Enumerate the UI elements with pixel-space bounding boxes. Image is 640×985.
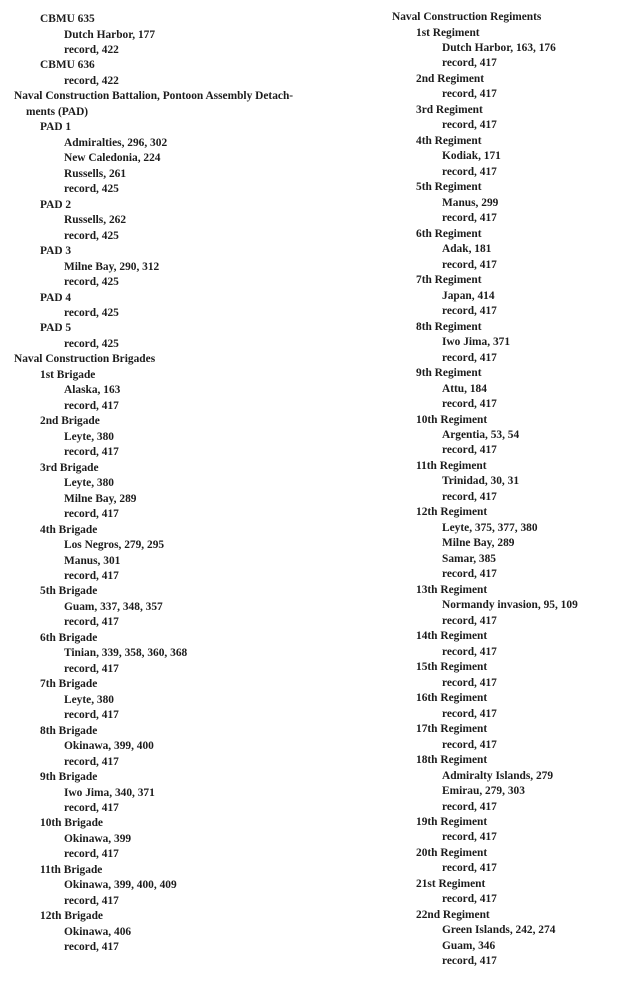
index-entry: 11th Brigade — [40, 863, 103, 876]
index-entry: 3rd Brigade — [40, 461, 99, 474]
index-entry: 6th Brigade — [40, 631, 98, 644]
index-subentry: Okinawa, 399, 400 — [64, 740, 154, 753]
index-subentry: record, 417 — [442, 831, 497, 844]
index-subentry: Leyte, 380 — [64, 693, 114, 706]
index-subentry: record, 422 — [64, 43, 119, 56]
index-entry: 5th Brigade — [40, 585, 98, 598]
index-subentry: Alaska, 163 — [64, 384, 121, 397]
index-subentry: Adak, 181 — [442, 243, 492, 256]
index-subentry: record, 417 — [64, 569, 119, 582]
index-subentry: record, 417 — [442, 676, 497, 689]
index-entry: 6th Regiment — [416, 227, 482, 240]
index-subentry: Russells, 261 — [64, 167, 127, 180]
index-entry: 20th Regiment — [416, 846, 488, 859]
index-entry: 21st Regiment — [416, 877, 486, 890]
index-subentry: Manus, 301 — [64, 554, 121, 567]
index-subentry: record, 425 — [64, 229, 119, 242]
index-subentry: record, 417 — [442, 88, 497, 101]
index-entry: 10th Brigade — [40, 817, 103, 830]
index-entry: 2nd Regiment — [416, 72, 485, 85]
index-subentry: Dutch Harbor, 177 — [64, 28, 156, 41]
index-subentry: record, 417 — [442, 305, 497, 318]
index-subentry: record, 417 — [442, 398, 497, 410]
index-subentry: record, 417 — [442, 119, 497, 132]
index-entry: PAD 2 — [40, 198, 72, 211]
index-entry: 17th Regiment — [416, 723, 488, 736]
index-entry: PAD 3 — [40, 245, 72, 258]
index-subentry: Dutch Harbor, 163, 176 — [442, 42, 556, 54]
index-entry: CBMU 635 — [40, 13, 95, 25]
index-subentry: Admiralties, 296, 302 — [64, 136, 168, 149]
index-subentry: record, 417 — [442, 614, 497, 627]
index-heading: Naval Construction Battalion, Pontoon Assembly Detach- — [14, 90, 294, 103]
index-subentry: Samar, 385 — [442, 552, 497, 565]
index-heading: Naval Construction Regiments — [392, 11, 542, 23]
index-subentry: record, 417 — [64, 508, 119, 520]
index-subentry: record, 417 — [64, 802, 119, 814]
index-subentry: Leyte, 380 — [64, 477, 114, 490]
index-entry: 9th Regiment — [416, 367, 482, 379]
index-subentry: record, 425 — [64, 183, 119, 196]
index-entry: CBMU 636 — [40, 59, 95, 72]
index-subentry: Okinawa, 406 — [64, 925, 132, 938]
index-entry: 2nd Brigade — [40, 415, 100, 428]
index-entry: 13th Regiment — [416, 583, 488, 596]
index-subentry: Green Islands, 242, 274 — [442, 924, 556, 937]
index-subentry: record, 417 — [64, 399, 119, 412]
index-subentry: Milne Bay, 290, 312 — [64, 260, 160, 273]
index-heading: Naval Construction Brigades — [14, 353, 156, 366]
index-entry: 14th Regiment — [416, 630, 488, 643]
index-entry: 18th Regiment — [416, 754, 488, 766]
index-subentry: record, 417 — [442, 490, 497, 503]
index-subentry: Normandy invasion, 95, 109 — [442, 599, 578, 612]
index-entry: 10th Regiment — [416, 413, 488, 426]
index-subentry: record, 425 — [64, 306, 119, 319]
index-subentry: record, 417 — [442, 444, 497, 457]
index-subentry: record, 417 — [442, 955, 497, 968]
index-subentry: Iwo Jima, 340, 371 — [64, 786, 155, 799]
index-entry: 4th Regiment — [416, 134, 482, 147]
index-subentry: record, 417 — [442, 862, 497, 875]
index-subentry: Milne Bay, 289 — [442, 537, 515, 550]
index-subentry: Guam, 346 — [442, 939, 496, 952]
index-subentry: record, 417 — [442, 165, 497, 178]
index-subentry: record, 425 — [64, 276, 119, 288]
index-subentry: Guam, 337, 348, 357 — [64, 600, 163, 613]
index-subentry: record, 417 — [64, 446, 119, 459]
index-subentry: record, 417 — [442, 893, 497, 906]
index-subentry: record, 417 — [64, 894, 119, 907]
index-subentry: record, 425 — [64, 337, 119, 350]
index-subentry: record, 417 — [442, 258, 497, 271]
index-entry: 1st Regiment — [416, 26, 480, 39]
index-subentry: Japan, 414 — [442, 289, 495, 302]
index-subentry: Emirau, 279, 303 — [442, 785, 525, 797]
index-subentry: record, 422 — [64, 74, 119, 87]
index-entry: 8th Brigade — [40, 724, 98, 737]
index-entry: 19th Regiment — [416, 816, 488, 828]
index-entry: 12th Regiment — [416, 506, 488, 519]
index-entry: 9th Brigade — [40, 771, 98, 783]
index-subentry: Los Negros, 279, 295 — [64, 539, 165, 551]
index-heading: ments (PAD) — [26, 105, 89, 118]
index-subentry: record, 417 — [442, 568, 497, 581]
index-subentry: Admiralty Islands, 279 — [442, 769, 554, 782]
index-entry: 22nd Regiment — [416, 908, 490, 921]
index-subentry: record, 417 — [442, 645, 497, 658]
index-subentry: Leyte, 380 — [64, 430, 114, 443]
index-entry: 7th Brigade — [40, 678, 98, 691]
index-entry: PAD 5 — [40, 322, 72, 335]
index-subentry: record, 417 — [442, 738, 497, 751]
index-subentry: record, 417 — [64, 941, 119, 954]
index-entry: 11th Regiment — [416, 459, 487, 472]
index-subentry: Okinawa, 399 — [64, 832, 132, 845]
index-subentry: Okinawa, 399, 400, 409 — [64, 879, 177, 892]
index-subentry: record, 417 — [442, 707, 497, 720]
index-subentry: record, 417 — [442, 351, 497, 364]
index-subentry: record, 417 — [64, 662, 119, 675]
index-subentry: Manus, 299 — [442, 196, 499, 209]
index-subentry: record, 417 — [442, 57, 497, 70]
index-entry: 8th Regiment — [416, 320, 482, 333]
index-subentry: Kodiak, 171 — [442, 150, 501, 163]
index-subentry: record, 417 — [64, 848, 119, 861]
index-subentry: Milne Bay, 289 — [64, 492, 137, 505]
index-subentry: record, 417 — [442, 212, 497, 225]
index-subentry: record, 417 — [442, 800, 497, 813]
index-subentry: New Caledonia, 224 — [64, 152, 161, 165]
index-subentry: Tinian, 339, 358, 360, 368 — [64, 647, 188, 660]
index-subentry: Argentia, 53, 54 — [442, 429, 520, 441]
index-entry: 16th Regiment — [416, 692, 488, 705]
index-entry: 12th Brigade — [40, 910, 103, 923]
index-subentry: Iwo Jima, 371 — [442, 336, 511, 349]
index-entry: 5th Regiment — [416, 181, 482, 194]
index-subentry: record, 417 — [64, 755, 119, 768]
index-entry: 1st Brigade — [40, 368, 96, 381]
index-entry: 15th Regiment — [416, 661, 488, 674]
index-subentry: Attu, 184 — [442, 382, 487, 395]
index-entry: 3rd Regiment — [416, 103, 483, 116]
index-entry: PAD 4 — [40, 291, 72, 304]
index-subentry: Leyte, 375, 377, 380 — [442, 521, 538, 534]
index-subentry: Trinidad, 30, 31 — [442, 475, 520, 488]
index-entry: PAD 1 — [40, 121, 72, 134]
index-subentry: record, 417 — [64, 616, 119, 629]
index-subentry: record, 417 — [64, 709, 119, 722]
index-entry: 7th Regiment — [416, 274, 482, 287]
index-entry: 4th Brigade — [40, 523, 98, 536]
index-subentry: Russells, 262 — [64, 214, 127, 227]
